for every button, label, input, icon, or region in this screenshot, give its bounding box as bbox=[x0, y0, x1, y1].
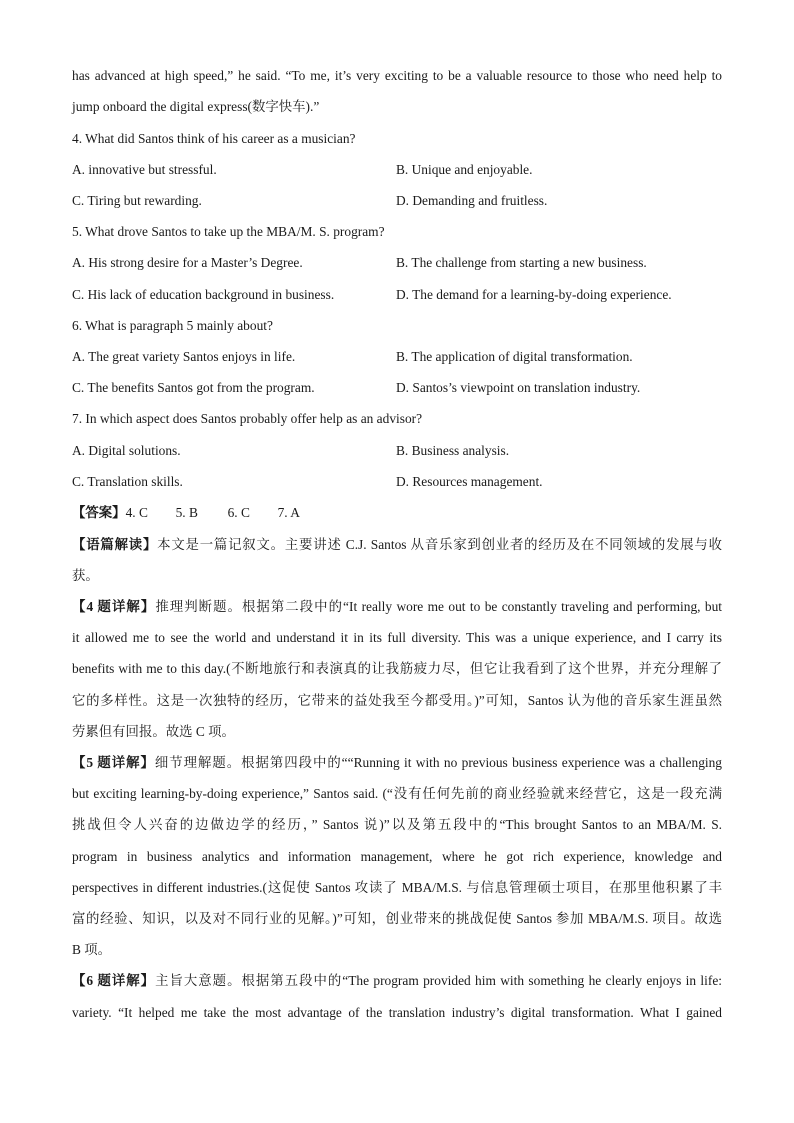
option-c: C. His lack of education background in business. bbox=[72, 287, 335, 302]
explanation-line: benefits with me to this day.(不断地旅行和表演真的让我筋疲力尽，但它让我看到了这个世界，并充分理解了 bbox=[72, 661, 722, 676]
explanation-line: 富的经验、知识，以及对不同行业的见解。)”可知，创业带来的挑战促使 Santos 参加 MBA/M.S. 项目。故选 bbox=[72, 911, 722, 926]
option-d: D. Santos’s viewpoint on translation industry. bbox=[396, 380, 641, 395]
option-a: A. The great variety Santos enjoys in life. bbox=[72, 349, 296, 364]
explanation-line: it allowed me to see the world and understand it in its full diversity. This was a unique experience, and I carry its bbox=[72, 630, 722, 645]
explanation-line: B 项。 bbox=[72, 942, 112, 957]
explanation-line: 挑战但令人兴奋的边做边学的经历，” Santos 说)”以及第五段中的“This brought Santos to an MBA/M. S. bbox=[72, 817, 722, 832]
explanation-line bbox=[72, 754, 722, 772]
explanation-line: but exciting learning-by-doing experience,” Santos said. (“没有任何先前的商业经验就来经营它，这是一段充满 bbox=[72, 786, 722, 801]
option-a: A. innovative but stressful. bbox=[72, 162, 217, 177]
option-c: C. The benefits Santos got from the program. bbox=[72, 380, 315, 395]
option-a: A. His strong desire for a Master’s Degree. bbox=[72, 255, 303, 270]
question-stem: 4. What did Santos think of his career as a musician? bbox=[72, 131, 356, 146]
reading-tag: 【语篇解读】 bbox=[72, 537, 158, 552]
option-b: B. Unique and enjoyable. bbox=[396, 162, 533, 177]
question-stem: 5. What drove Santos to take up the MBA/M. S. program? bbox=[72, 224, 385, 239]
explanation-line: 获。 bbox=[72, 568, 99, 583]
ex6-text: 主旨大意题。根据第五段中的“The program provided him with something he clearly enjoys in life: bbox=[155, 973, 722, 988]
question-stem: 6. What is paragraph 5 mainly about? bbox=[72, 318, 273, 333]
answer-item: 7. A bbox=[277, 505, 300, 520]
option-d: D. Demanding and fruitless. bbox=[396, 193, 548, 208]
ex4-text: 推理判断题。根据第二段中的“It really wore me out to be constantly traveling and performing, but bbox=[155, 599, 723, 614]
option-d: D. Resources management. bbox=[396, 474, 543, 489]
explanation-line bbox=[72, 598, 722, 616]
answer-item: 6. C bbox=[227, 505, 250, 520]
question-stem: 7. In which aspect does Santos probably offer help as an advisor? bbox=[72, 411, 423, 426]
explanation-line bbox=[72, 536, 722, 554]
option-a: A. Digital solutions. bbox=[72, 443, 181, 458]
passage-line: jump onboard the digital express(数字快车).” bbox=[72, 99, 320, 114]
explanation-line: perspectives in different industries.(这促使 Santos 攻读了 MBA/M.S. 与信息管理硕士项目，在那里他积累了丰 bbox=[72, 880, 722, 895]
answer-item: 5. B bbox=[175, 505, 198, 520]
ex5-text: 细节理解题。根据第四段中的““Running it with no previous business experience was a challenging bbox=[154, 755, 722, 770]
option-c: C. Tiring but rewarding. bbox=[72, 193, 202, 208]
option-b: B. The application of digital transformation. bbox=[396, 349, 633, 364]
answer-item: 4. C bbox=[125, 505, 148, 520]
explanation-line bbox=[72, 972, 722, 990]
answer-line bbox=[72, 504, 722, 522]
option-d: D. The demand for a learning-by-doing experience. bbox=[396, 287, 672, 302]
option-c: C. Translation skills. bbox=[72, 474, 183, 489]
answer-tag: 【答案】 bbox=[72, 505, 126, 520]
explanation-line: program in business analytics and information management, where he got rich experience, knowledge and bbox=[72, 849, 722, 864]
explanation-line: 它的多样性。这是一次独特的经历，它带来的益处我至今都受用。)”可知，Santos 认为他的音乐家生涯虽然 bbox=[72, 693, 722, 708]
option-b: B. The challenge from starting a new business. bbox=[396, 255, 647, 270]
explanation-line: 劳累但有回报。故选 C 项。 bbox=[72, 724, 235, 739]
explanation-line: variety. “It helped me take the most advantage of the translation industry’s digital transformation. What I gained bbox=[72, 1005, 722, 1020]
ex4-tag: 【4 题详解】 bbox=[72, 599, 156, 614]
option-b: B. Business analysis. bbox=[396, 443, 510, 458]
ex6-tag: 【6 题详解】 bbox=[72, 973, 156, 988]
ex5-tag: 【5 题详解】 bbox=[72, 755, 155, 770]
reading-text: 本文是一篇记叙文。主要讲述 C.J. Santos 从音乐家到创业者的经历及在不同领域的发展与收 bbox=[157, 537, 723, 552]
passage-line: has advanced at high speed,” he said. “To me, it’s very exciting to be a valuable resource to those who need help to bbox=[72, 68, 722, 83]
